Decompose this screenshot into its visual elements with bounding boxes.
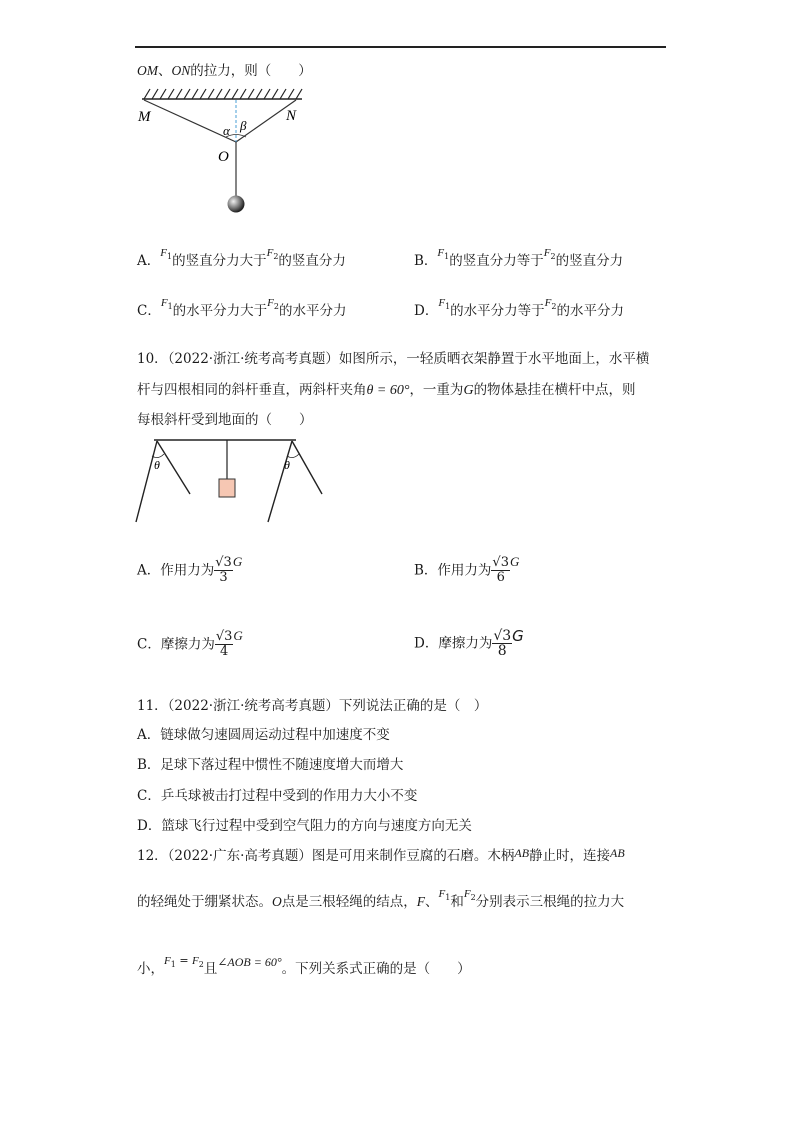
g-symbol: G (463, 383, 474, 398)
question-number: 10． (137, 351, 168, 367)
hanging-object (219, 479, 235, 497)
g-symbol: G (232, 554, 243, 569)
right-outer-leg (292, 441, 322, 494)
fraction (492, 629, 512, 658)
f2-symbol: F (543, 247, 551, 259)
stem-text: 的轻绳处于绷紧状态。 (137, 894, 272, 910)
equals-sign: = (175, 954, 193, 967)
q10-option-d[interactable] (414, 627, 524, 658)
o-symbol: O (272, 894, 282, 909)
f2-subscript: 2 (470, 893, 476, 902)
f1-symbol: F (437, 247, 445, 259)
option-tail: 的竖直分力 (278, 253, 346, 269)
fraction-denominator: 4 (219, 644, 229, 659)
q11-option-a[interactable]: A．链球做匀速圆周运动过程中加速度不变 (137, 727, 390, 743)
q12-stem-line3 (137, 954, 471, 983)
on-label: ON (171, 63, 191, 78)
fraction-numerator: √3 (493, 628, 512, 644)
option-letter: D． (414, 635, 439, 652)
option-tail: 的水平分力 (556, 303, 624, 319)
right-inner-leg (268, 441, 292, 522)
f-symbol: F (416, 894, 425, 909)
stem-text: 的物体悬挂在横杆中点，则 (473, 382, 636, 398)
label-beta: β (240, 118, 247, 133)
separator: 、 (158, 63, 172, 79)
q11-option-d[interactable]: D．篮球飞行过程中受到空气阻力的方向与速度方向无关 (137, 818, 472, 834)
q12-stem-line2 (137, 888, 625, 916)
g-symbol: G (233, 628, 243, 643)
q11-stem: 11．（2022·浙江·统考高考真题）下列说法正确的是（ ） (137, 698, 488, 714)
option-letter: B． (414, 562, 438, 579)
om-label: OM (137, 63, 158, 78)
g-symbol: G (509, 554, 520, 569)
q10-option-b[interactable] (414, 553, 519, 585)
f2-symbol: F (463, 888, 471, 900)
q12-stem-line1 (137, 847, 625, 865)
q10-option-a[interactable] (137, 553, 242, 585)
stem-text: 静止时，连接 (529, 848, 611, 864)
f2-symbol: F (192, 955, 199, 967)
option-letter: C． (137, 636, 161, 653)
stem-text: 分别表示三根绳的拉力大 (475, 894, 625, 910)
f1-subscript: 1 (166, 252, 173, 261)
f1-subscript: 1 (167, 302, 173, 311)
q9-option-c[interactable] (137, 297, 347, 325)
label-n: N (286, 108, 297, 124)
fraction (215, 630, 234, 659)
f2-subscript: 2 (550, 252, 556, 261)
f1-symbol: F (438, 297, 446, 309)
f1-subscript: 1 (445, 302, 451, 311)
option-letter: A． (137, 562, 161, 579)
ceiling-hatch (142, 89, 302, 99)
option-letter: A． (137, 253, 161, 269)
q10-option-c[interactable] (137, 627, 243, 659)
stem-text: ，一重为 (409, 382, 464, 398)
option-tail: 的竖直分力 (555, 253, 624, 269)
stem-text: 12．（2022·广东·高考真题）图是可用来制作豆腐的石磨。木柄 (137, 848, 515, 864)
fraction (214, 556, 233, 585)
fraction-denominator: 3 (219, 570, 228, 585)
stem-text: 点是三根轻绳的结点， (281, 894, 417, 910)
top-rule (135, 46, 666, 48)
option-letter: B． (414, 253, 438, 269)
separator: 、 (425, 894, 439, 910)
f1-symbol: F (160, 247, 167, 259)
theta-equation: θ = 60° (366, 383, 410, 398)
rope-diagram (130, 84, 320, 219)
option-letter: D． (414, 303, 439, 319)
f2-symbol: F (267, 297, 274, 309)
stem-text: 和 (450, 894, 464, 910)
q9-option-d[interactable] (414, 297, 624, 325)
stem-text: 杆与四根相同的斜杆垂直，两斜杆夹角 (137, 382, 367, 398)
f1-symbol: F (164, 955, 171, 967)
f1-subscript: 1 (445, 893, 451, 902)
f2-subscript: 2 (273, 302, 279, 311)
q10-stem-line2 (137, 381, 636, 400)
ab-symbol: AB (514, 846, 530, 860)
stem-text: 每根斜杆受到地面的（ ） (137, 412, 313, 428)
option-tail: 的水平分力 (279, 303, 347, 319)
fraction-numerator: √3 (492, 555, 509, 570)
stem-text: 。下列关系式正确的是（ ） (281, 961, 471, 977)
g-symbol: G (512, 627, 524, 645)
label-alpha: α (223, 123, 230, 138)
angle-equation: ∠AOB = 60° (217, 955, 282, 969)
q10-stem-line1 (137, 350, 649, 368)
f2-subscript: 2 (198, 960, 204, 969)
label-m: M (138, 109, 151, 125)
f1-subscript: 1 (170, 960, 176, 969)
question-9-tail (137, 62, 312, 80)
option-text: 的水平分力等于 (450, 303, 545, 319)
f1-subscript: 1 (444, 252, 450, 261)
q11-option-b[interactable]: B．足球下落过程中惯性不随速度增大而增大 (137, 757, 404, 773)
right-theta: θ (284, 458, 290, 472)
left-inner-leg (157, 441, 190, 494)
label-o: O (218, 149, 229, 165)
stem-text: 且 (203, 961, 218, 977)
fraction-numerator: √3 (215, 629, 233, 644)
fraction-denominator: 8 (497, 643, 507, 659)
option-text: 摩擦力为 (160, 636, 215, 653)
f2-symbol: F (266, 247, 274, 259)
intro-rest: 的拉力，则（ ） (190, 63, 312, 79)
option-text: 作用力为 (437, 562, 492, 579)
option-text: 的竖直分力大于 (172, 253, 267, 269)
q10-stem-line3 (137, 411, 313, 429)
option-letter: C． (137, 303, 161, 319)
f2-subscript: 2 (273, 252, 279, 261)
stem-text: （2022·浙江·统考高考真题）如图所示，一轻质晒衣架静置于水平地面上，水平横 (167, 351, 650, 367)
left-outer-leg (136, 441, 157, 522)
hanging-ball (228, 196, 245, 213)
option-text: 的水平分力大于 (172, 303, 268, 319)
f1-symbol: F (160, 297, 168, 309)
option-text: 摩擦力为 (438, 635, 493, 652)
f2-subscript: 2 (551, 302, 557, 311)
stem-text: 小， (137, 961, 164, 977)
ab-symbol: AB (610, 846, 625, 860)
fraction-numerator: √3 (215, 555, 232, 570)
f2-symbol: F (544, 297, 552, 309)
fraction-denominator: 6 (496, 570, 505, 585)
left-theta: θ (154, 458, 160, 472)
fraction (491, 556, 510, 585)
q11-option-c[interactable]: C．乒乓球被击打过程中受到的作用力大小不变 (137, 788, 418, 804)
f1-symbol: F (438, 888, 446, 900)
clothes-rack-diagram (132, 436, 327, 528)
option-text: 的竖直分力等于 (449, 253, 544, 269)
q9-option-b[interactable] (414, 247, 624, 275)
option-text: 作用力为 (160, 562, 215, 579)
q9-option-a[interactable] (137, 247, 346, 275)
